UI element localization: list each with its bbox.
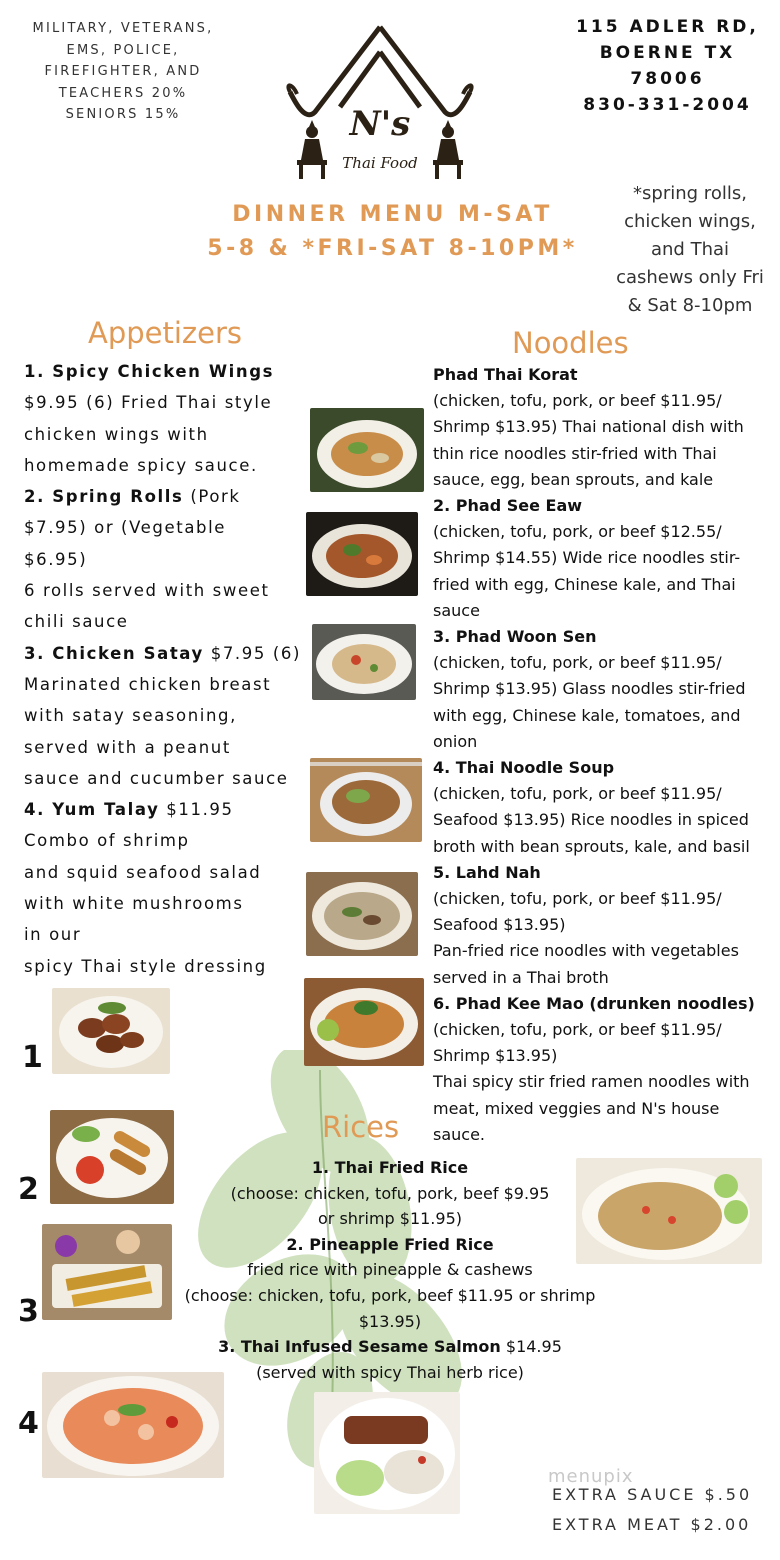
noodles-line [433, 388, 778, 414]
appetizers-item-text: homemade spicy sauce. [24, 455, 258, 475]
appetizers-item-text: with satay seasoning, [24, 706, 237, 726]
noodles-item-text: Seafood $13.95) [433, 915, 566, 935]
noodles-item-text: Shrimp $13.95) [433, 1046, 558, 1066]
noodles-item-text: with egg, Chinese kale, tomatoes, and [433, 705, 741, 725]
noodles-item-name: Phad Thai Korat [433, 365, 578, 384]
rices-item-text: fried rice with pineapple & cashews [247, 1260, 533, 1280]
appetizers-line [24, 512, 314, 543]
rices-line [180, 1181, 600, 1207]
appetizers-item-text: spicy Thai style dressing [24, 956, 267, 976]
appetizers-list [24, 356, 314, 982]
appetizers-item-text: $9.95 (6) Fried Thai style [24, 393, 273, 413]
rices-title: Rices [322, 1110, 400, 1144]
phad-thai-photo [310, 408, 424, 492]
appetizers-line [24, 638, 314, 669]
discount-line: EMS, POLICE, [66, 42, 180, 58]
appetizers-line [24, 356, 314, 387]
appetizers-item-text: $6.95) [24, 549, 88, 569]
noodles-list [433, 362, 778, 1148]
noodles-item-text: sauce, egg, bean sprouts, and kale [433, 469, 714, 489]
noodles-line [433, 965, 778, 991]
appetizers-line [24, 387, 314, 418]
appetizers-title: Appetizers [88, 316, 243, 350]
rices-line [180, 1232, 600, 1258]
appetizers-item-text: $7.95 (6) [203, 643, 301, 663]
noodles-item-name: 5. Lahd Nah [433, 862, 541, 882]
noodles-item-text: (chicken, tofu, pork, or beef $12.55/ [433, 522, 722, 542]
appetizers-item-text: $7.95) or (Vegetable [24, 518, 227, 538]
noodles-item-name: 2. Phad See Eaw [433, 496, 583, 516]
yum-talay-photo [42, 1372, 224, 1478]
noodles-item-text: Seafood $13.95) Rice noodles in spiced [433, 810, 749, 830]
rices-list [180, 1155, 600, 1385]
appetizers-item-text: chicken wings with [24, 424, 209, 444]
logo-name: N's [349, 104, 411, 144]
noodles-line [433, 807, 778, 833]
noodles-item-text: meat, mixed veggies and N's house [433, 1098, 720, 1118]
rices-line [180, 1360, 600, 1386]
rices-line [180, 1257, 600, 1283]
appetizers-item-name: 4. Yum Talay [24, 800, 160, 820]
noodles-item-text: Thai spicy stir fried ramen noodles with [433, 1072, 750, 1092]
photo-number-4: 4 [18, 1406, 39, 1441]
rices-item-name: 3. Thai Infused Sesame Salmon [218, 1337, 501, 1357]
noodles-line [433, 860, 778, 886]
noodles-item-text: fried with egg, Chinese kale, and Thai [433, 574, 736, 594]
extras-list [552, 1480, 762, 1540]
dinner-hours-heading [180, 198, 605, 266]
noodles-item-text: (chicken, tofu, pork, or beef $11.95/ [433, 653, 722, 673]
noodles-item-text: sauce. [433, 1124, 486, 1144]
noodles-line [433, 650, 778, 676]
appetizers-item-text: $11.95 [159, 800, 234, 820]
appetizers-item-text: sauce and cucumber sauce [24, 768, 289, 788]
appetizers-item-text: in our [24, 925, 82, 945]
appetizers-item-name: 2. Spring Rolls [24, 487, 184, 507]
noodles-item-text: Shrimp $13.95) Thai national dish with [433, 417, 744, 437]
restaurant-logo [285, 22, 475, 187]
address-block [565, 14, 770, 118]
discount-line: TEACHERS 20% [58, 85, 188, 101]
appetizers-line [24, 419, 314, 450]
noodles-item-name: 6. Phad Kee Mao (drunken noodles) [433, 993, 755, 1013]
address-line: BOERNE TX [599, 43, 736, 63]
noodles-line [433, 1096, 778, 1122]
appetizers-line [24, 888, 314, 919]
appetizers-line [24, 575, 314, 606]
phone-number: 830-331-2004 [583, 95, 752, 115]
noodles-item-text: (chicken, tofu, pork, or beef $11.95/ [433, 391, 722, 411]
rices-item-name: 2. Pineapple Fried Rice [286, 1234, 494, 1254]
noodles-line [433, 414, 778, 440]
noodles-line [433, 1069, 778, 1095]
noodles-item-text: (chicken, tofu, pork, or beef $11.95/ [433, 784, 722, 804]
appetizers-line [24, 951, 314, 982]
noodles-item-text: broth with bean sprouts, kale, and basil [433, 836, 750, 856]
thai-fried-rice-photo [576, 1158, 762, 1264]
chicken-wings-photo [52, 988, 170, 1074]
appetizers-line [24, 732, 314, 763]
discount-line: FIREFIGHTER, AND [44, 64, 202, 79]
noodles-line [433, 755, 778, 781]
appetizers-line [24, 794, 314, 825]
rices-item-text: (choose: chicken, tofu, pork, beef $11.95 or shrimp [184, 1285, 596, 1305]
spring-rolls-photo [50, 1110, 174, 1204]
noodles-item-text: sauce [433, 600, 480, 620]
noodles-line [433, 781, 778, 807]
noodles-item-text: thin rice noodles stir-fried with Thai [433, 443, 717, 463]
noodles-line [433, 467, 778, 493]
noodles-line [433, 834, 778, 860]
photo-number-3: 3 [18, 1294, 39, 1329]
dinner-line: 5-8 & *FRI-SAT 8-10PM* [207, 236, 578, 261]
noodles-line [433, 912, 778, 938]
noodles-title: Noodles [512, 326, 629, 360]
noodles-line [433, 1017, 778, 1043]
discount-line: MILITARY, VETERANS, [32, 21, 214, 36]
rices-line [180, 1283, 600, 1309]
appetizers-item-text: chili sauce [24, 612, 129, 632]
rices-item-name: 1. Thai Fried Rice [311, 1158, 469, 1177]
noodles-line [433, 493, 778, 519]
noodles-line [433, 886, 778, 912]
noodles-line [433, 519, 778, 545]
rices-item-text: $13.95) [358, 1311, 422, 1331]
rices-item-text: or shrimp $11.95) [317, 1209, 462, 1229]
photo-number-2: 2 [18, 1172, 39, 1207]
logo-subtitle: Thai Food [342, 154, 418, 172]
watermark-text: menupix [548, 1466, 634, 1487]
appetizers-item-text: 6 rolls served with sweet [24, 581, 270, 601]
phad-woon-sen-photo [312, 624, 416, 700]
noodles-item-text: Shrimp $14.55) Wide rice noodles stir- [433, 548, 741, 568]
thai-noodle-soup-photo [310, 758, 422, 842]
extra-sauce-price: EXTRA SAUCE $.50 [552, 1485, 753, 1504]
appetizers-line [24, 450, 314, 481]
appetizers-item-text: Marinated chicken breast [24, 674, 272, 694]
noodles-line [433, 362, 778, 388]
noodles-line [433, 703, 778, 729]
appetizers-item-text: and squid seafood salad [24, 862, 262, 882]
noodles-line [433, 991, 778, 1017]
rices-line [180, 1309, 600, 1335]
appetizers-line [24, 825, 314, 856]
noodles-item-text: Shrimp $13.95) Glass noodles stir-fried [433, 679, 746, 699]
lahd-nah-photo [306, 872, 418, 956]
noodles-line [433, 624, 778, 650]
hours-note: *spring rolls, chicken wings, and Thai cashews only Fri & Sat 8-10pm [616, 183, 764, 316]
appetizers-item-name: 3. Chicken Satay [24, 643, 204, 663]
phad-see-eaw-photo [306, 512, 418, 596]
noodles-line [433, 729, 778, 755]
appetizers-line [24, 700, 314, 731]
noodles-line [433, 441, 778, 467]
noodles-item-name: 3. Phad Woon Sen [433, 627, 597, 647]
noodles-line [433, 572, 778, 598]
appetizers-line [24, 919, 314, 950]
noodles-item-text: onion [433, 731, 478, 751]
rices-item-text: (served with spicy Thai herb rice) [256, 1362, 524, 1382]
appetizers-line [24, 481, 314, 512]
rices-line [180, 1155, 600, 1181]
noodles-item-text: (chicken, tofu, pork, or beef $11.95/ [433, 889, 722, 909]
extra-meat-price: EXTRA MEAT $2.00 [552, 1515, 752, 1534]
appetizers-item-text: (Pork [183, 487, 241, 507]
rices-line [180, 1206, 600, 1232]
chicken-satay-photo [42, 1224, 172, 1320]
address-line: 115 ADLER RD, [576, 17, 759, 37]
discount-line: SENIORS 15% [65, 107, 181, 122]
appetizers-item-name: 1. Spicy Chicken Wings [24, 362, 275, 381]
appetizers-line [24, 669, 314, 700]
noodles-line [433, 598, 778, 624]
appetizers-line [24, 544, 314, 575]
sesame-salmon-photo [314, 1392, 460, 1514]
appetizers-item-text: Combo of shrimp [24, 831, 190, 851]
appetizers-line [24, 606, 314, 637]
dinner-line: DINNER MENU M-SAT [232, 202, 553, 227]
discounts-info [18, 18, 228, 126]
phad-kee-mao-photo [304, 978, 424, 1066]
rices-line [180, 1334, 600, 1360]
rices-item-text: $14.95 [500, 1337, 562, 1357]
appetizers-item-text: with white mushrooms [24, 894, 244, 914]
appetizers-line [24, 857, 314, 888]
noodles-item-text: served in a Thai broth [433, 967, 609, 987]
rices-item-text: (choose: chicken, tofu, pork, beef $9.95 [230, 1183, 550, 1203]
noodles-item-text: (chicken, tofu, pork, or beef $11.95/ [433, 1020, 722, 1040]
noodles-item-text: Pan-fried rice noodles with vegetables [433, 941, 739, 961]
noodles-line [433, 545, 778, 571]
appetizers-item-text: served with a peanut [24, 737, 231, 757]
photo-number-1: 1 [22, 1040, 43, 1075]
noodles-line [433, 676, 778, 702]
noodles-line [433, 1043, 778, 1069]
appetizers-line [24, 763, 314, 794]
address-line: 78006 [630, 69, 705, 89]
noodles-line [433, 1122, 778, 1148]
noodles-item-name: 4. Thai Noodle Soup [433, 758, 615, 778]
noodles-line [433, 938, 778, 964]
